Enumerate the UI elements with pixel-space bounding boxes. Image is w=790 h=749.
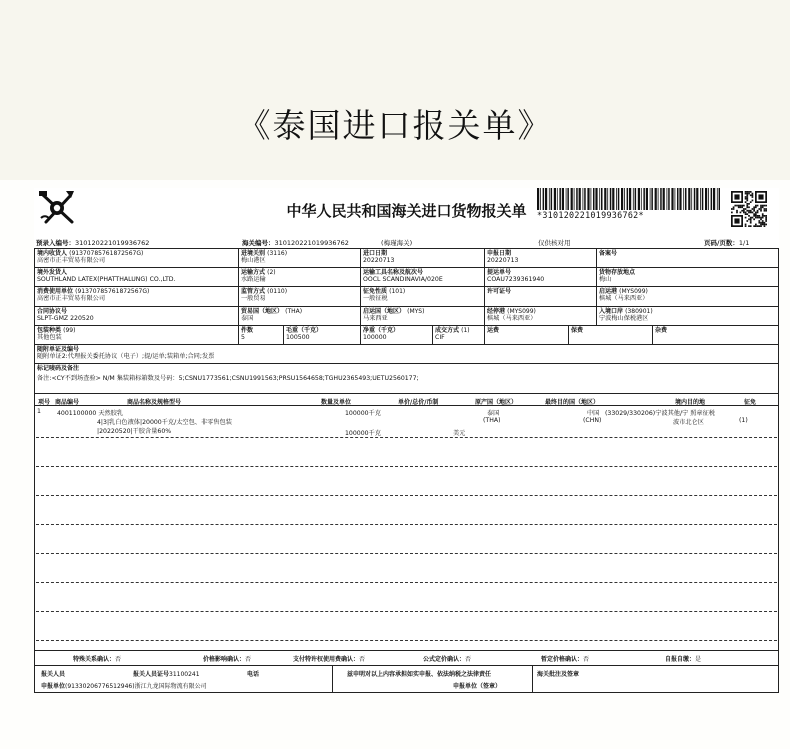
royalty-confirm: 支付特许权使用费确认：否 — [293, 656, 366, 663]
col-origin: 原产国（地区） — [475, 399, 518, 406]
declaring-unit: 申报单位(91330206776512946)浙江九龙国际物流有限公司 — [41, 683, 207, 690]
consumer-unit-cell: 消费使用单位 (91370785761872567G) 高密市正丰贸易有限公司 — [35, 287, 239, 307]
self-declare-confirm: 自报自缴：是 — [665, 656, 702, 663]
barcode-number: *310120221019936762* — [537, 210, 644, 220]
item-separator — [36, 524, 777, 525]
freight-cell: 运费 — [485, 326, 569, 345]
col-quantity: 数量及单位 — [321, 399, 352, 406]
supervision-mode-cell: 监管方式 (0110) 一般贸易 — [239, 287, 361, 307]
item-separator — [36, 553, 777, 554]
legal-statement: 兹申明对以上内容承担如实申报、依法纳税之法律责任 — [347, 671, 492, 678]
levy-nature-cell: 征免性质 (101) 一般征税 — [361, 287, 485, 307]
col-name-spec: 商品名称及规格型号 — [127, 399, 182, 406]
departure-country-cell: 启运国（地区） (MYS) 马来西亚 — [361, 307, 485, 326]
col-item-no: 项号 — [38, 399, 51, 406]
provisional-price-confirm: 暂定价格确认：否 — [541, 656, 590, 663]
col-domestic-dest: 境内目的地 — [675, 399, 706, 406]
contract-no-cell: 合同协议号 SLPT-GMZ 220520 — [35, 307, 239, 326]
departure-port-cell: 启运港 (MYS099) 槟城（马来西亚） — [597, 287, 778, 307]
verify-only-note: 仅供核对用 — [538, 239, 571, 247]
vessel-cell: 运输工具名称及航次号 OOCL SCANDINAVIA/020E — [361, 268, 485, 287]
barcode — [537, 188, 720, 210]
customs-declaration-form — [34, 188, 779, 693]
col-hs-code: 商品编号 — [55, 399, 80, 406]
formula-price-confirm: 公式定价确认：否 — [423, 656, 472, 663]
declarant: 报关人员 — [41, 671, 66, 678]
item-separator — [36, 437, 777, 438]
package-type-cell: 包装种类 (99) 其他包装 — [35, 326, 239, 345]
footer-rule — [35, 650, 778, 651]
sign-divider — [332, 665, 333, 693]
record-no-cell: 备案号 — [597, 249, 778, 268]
transaction-mode-cell: 成交方式 (1) CIF — [433, 326, 485, 345]
qr-code — [731, 191, 767, 227]
import-date-cell: 进口日期 20220713 — [361, 249, 485, 268]
item-separator — [36, 611, 777, 612]
form-grid: 境内收货人 (91370785761872567G) 高密市正丰贸易有限公司 进境关别 (3116) 梅山港区 进口日期 20220713 申报日期 20220713 备案号 境外发货人 SOUTHLAND LATEX(PHATTHALUNG) CO.,LTD. 运输方式 (2) 水路运输 运输工具名称及航次号 OOCL SCANDINAVIA/020E 提运单号 COAU7239361940 货物存放地点 梅山 消费使用单位 (91370785761872567G) 高密市正丰贸易有限公司 监管方式 (0110) 一般贸易 征免性质 (101) 一般征税 许可证号 启运港 (MYS099) 槟城（马来西亚） 合同协议号 SLPT-GMZ 220520 贸易国（地区） (THA) 泰国 启运国（地区） (MYS) 马来西亚 经停港 (MYS099) 槟城（马来西亚） 入境口岸 (380901) 宁波梅山保税港区 包装种类 (99) 其他包装 件数 5 毛重（千克） 100500 净重（千克） 100000 成交方式 (1) CIF 运费 保费 杂费 随附单证及编号 随附单证2:代理报关委托协议（电子）;提/运单;装箱单;合同;发票 标记唛码及备注 备注:<CY不到场查验> N/M 集装箱标箱数及号码：5;CSNU1773561;CSNU1991563;PRSU1564658;TGHU2365493;UETU2560177; 项号 商品编号 商品名称及规格型号 数量及单位 单价/总价/币制 原产国（地区） 最终目的国（地区） 境内目的地 征免 1 4001100000 天然胶乳 4|3|乳白色液体|20000千克/太空包、非零售包装 |20220520|干胶含量60% 100000千克 100000千克 美元 泰国 (THA) 中国 (CHN) (33029/330206)宁波其他/宁 照章征税 波市北仑区 (1) 特殊关系确认：否 价格影响确认：否 支付特许权使用费确认：否 公式定价确认：否 暂定价格确认：否 自报自缴：是 报关人员 报关人员证号31100241 电话 兹申明对以上内容承担如实申报、依法纳税之法律责任 海关批注及签章 申报单位(91330206776512946)浙江九龙国际物流有限公司 申报单位（签章） — [34, 248, 779, 693]
license-no-cell: 许可证号 — [485, 287, 597, 307]
form-title: 中华人民共和国海关进口货物报关单 — [286, 202, 527, 220]
col-destination: 最终目的国（地区） — [545, 399, 600, 406]
item-separator — [36, 466, 777, 467]
sign-divider-2 — [532, 665, 533, 693]
item-separator — [36, 582, 777, 583]
packages-cell: 件数 5 — [239, 326, 284, 345]
page-title: 《泰国进口报关单》 — [237, 106, 553, 145]
page-count: 页码/页数：1/1 — [704, 239, 750, 247]
consignee-cell: 境内收货人 (91370785761872567G) 高密市正丰贸易有限公司 — [35, 249, 239, 268]
phone: 电话 — [247, 671, 260, 678]
special-relation-confirm: 特殊关系确认：否 — [73, 656, 122, 663]
pre-entry-number: 预录入编号：310120221019936762 — [36, 239, 150, 247]
customs-number: 海关编号：310120221019936762 (梅瑾海关) — [242, 239, 413, 247]
transit-port-cell: 经停港 (MYS099) 槟城（马来西亚） — [485, 307, 597, 326]
col-levy: 征免 — [744, 399, 757, 406]
item-separator — [36, 640, 777, 641]
price-effect-confirm: 价格影响确认：否 — [203, 656, 252, 663]
customs-annotation: 海关批注及签章 — [537, 671, 580, 678]
bill-of-lading-cell: 提运单号 COAU7239361940 — [485, 268, 597, 287]
declare-date-cell: 申报日期 20220713 — [485, 249, 597, 268]
sign-rule — [35, 665, 778, 666]
trade-country-cell: 贸易国（地区） (THA) 泰国 — [239, 307, 361, 326]
marks-remarks-cell: 标记唛码及备注 备注:<CY不到场查验> N/M 集装箱标箱数及号码：5;CSNU1773561;CSNU1991563;PRSU1564658;TGHU2365493;UETU2560177; — [35, 364, 778, 394]
transport-mode-cell: 运输方式 (2) 水路运输 — [239, 268, 361, 287]
entry-port-of-entry-cell: 入境口岸 (380901) 宁波梅山保税港区 — [597, 307, 778, 326]
gross-weight-cell: 毛重（千克） 100500 — [284, 326, 361, 345]
entry-port-cell: 进境关别 (3116) 梅山港区 — [239, 249, 361, 268]
header-band — [0, 0, 790, 180]
attached-docs-cell: 随附单证及编号 随附单证2:代理报关委托协议（电子）;提/运单;装箱单;合同;发票 — [35, 345, 778, 364]
declarant-cert: 报关人员证号31100241 — [133, 671, 200, 678]
item-separator — [36, 495, 777, 496]
items-header-rule — [35, 405, 778, 406]
storage-place-cell: 货物存放地点 梅山 — [597, 268, 778, 287]
net-weight-cell: 净重（千克） 100000 — [361, 326, 433, 345]
shipper-cell: 境外发货人 SOUTHLAND LATEX(PHATTHALUNG) CO.,LTD. — [35, 268, 239, 287]
insurance-cell: 保费 — [569, 326, 653, 345]
declaring-unit-seal: 申报单位（签章） — [453, 683, 502, 690]
misc-fee-cell: 杂费 — [653, 326, 778, 345]
col-price: 单价/总价/币制 — [398, 399, 439, 406]
